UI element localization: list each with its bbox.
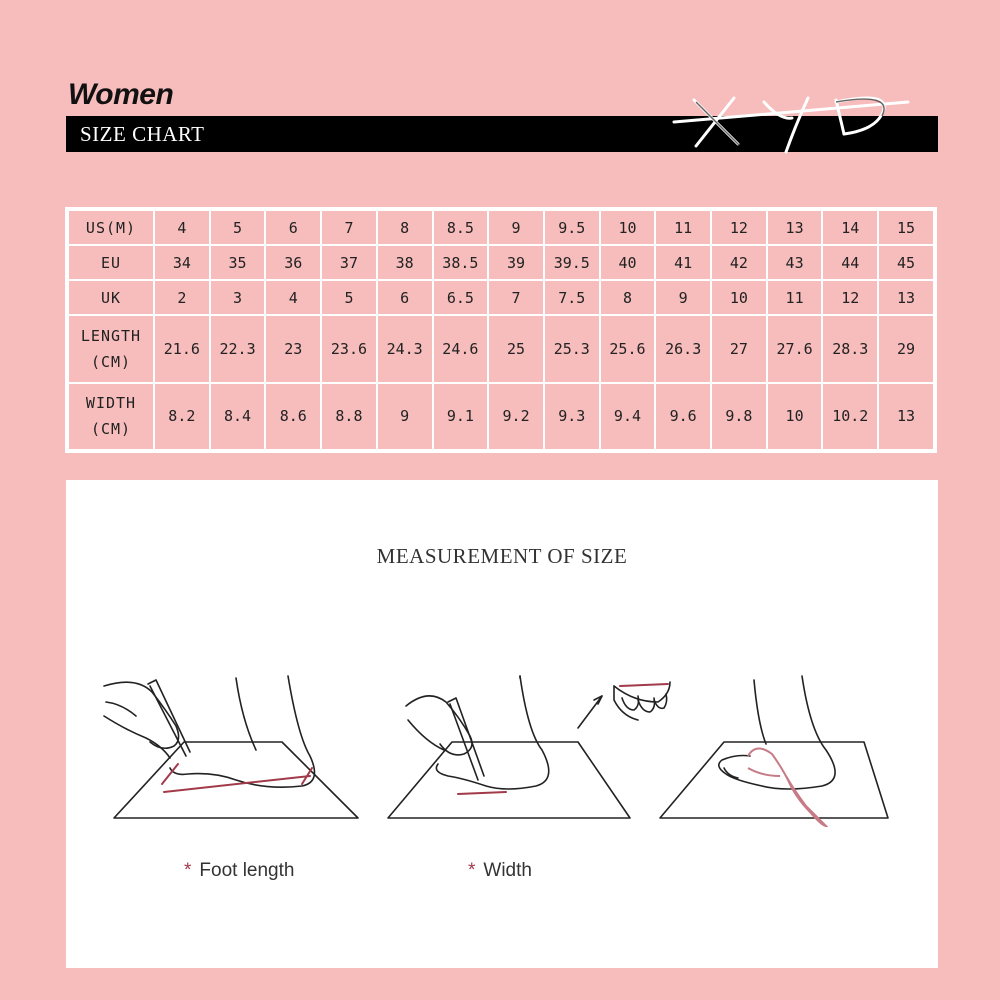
size-cell: 6 bbox=[377, 280, 433, 315]
row-label-text: UK bbox=[100, 288, 122, 307]
row-label-text: (CM) bbox=[90, 420, 132, 439]
size-cell: 9.2 bbox=[488, 383, 544, 451]
size-cell: 44 bbox=[822, 245, 878, 280]
size-cell: 11 bbox=[767, 280, 823, 315]
size-cell: 23 bbox=[265, 315, 321, 383]
size-cell: 7.5 bbox=[544, 280, 600, 315]
size-cell: 42 bbox=[711, 245, 767, 280]
size-cell: 10.2 bbox=[822, 383, 878, 451]
row-label bbox=[68, 245, 154, 280]
row-label bbox=[68, 280, 154, 315]
size-cell: 13 bbox=[878, 383, 934, 451]
size-cell: 9 bbox=[488, 210, 544, 245]
size-table-grid bbox=[67, 209, 935, 451]
size-cell: 8 bbox=[377, 210, 433, 245]
row-label bbox=[68, 210, 154, 245]
size-cell: 39 bbox=[488, 245, 544, 280]
row-label-text: (CM) bbox=[90, 352, 132, 371]
table-row bbox=[68, 280, 934, 315]
row-label bbox=[68, 315, 154, 383]
row-label-text: US(M) bbox=[85, 218, 137, 237]
size-cell: 26.3 bbox=[655, 315, 711, 383]
size-cell: 10 bbox=[600, 210, 656, 245]
width-illustration bbox=[388, 676, 670, 818]
size-cell: 36 bbox=[265, 245, 321, 280]
size-cell: 8 bbox=[600, 280, 656, 315]
size-cell: 12 bbox=[711, 210, 767, 245]
size-cell: 29 bbox=[878, 315, 934, 383]
size-cell: 4 bbox=[265, 280, 321, 315]
size-cell: 9.4 bbox=[600, 383, 656, 451]
size-cell: 25.6 bbox=[600, 315, 656, 383]
size-cell: 24.6 bbox=[433, 315, 489, 383]
size-cell: 5 bbox=[321, 280, 377, 315]
size-cell: 25.3 bbox=[544, 315, 600, 383]
size-cell: 11 bbox=[655, 210, 711, 245]
page-title: Women bbox=[68, 78, 174, 111]
size-cell: 38.5 bbox=[433, 245, 489, 280]
row-label-text: WIDTH bbox=[85, 394, 137, 413]
caption-width: * Width bbox=[468, 860, 532, 881]
table-row bbox=[68, 210, 934, 245]
size-cell: 14 bbox=[822, 210, 878, 245]
measurement-panel bbox=[66, 480, 938, 968]
size-cell: 8.6 bbox=[265, 383, 321, 451]
table-row bbox=[68, 383, 934, 451]
size-cell: 27 bbox=[711, 315, 767, 383]
size-cell: 9 bbox=[377, 383, 433, 451]
row-label-text: LENGTH bbox=[80, 326, 142, 345]
size-cell: 6.5 bbox=[433, 280, 489, 315]
size-cell: 22.3 bbox=[210, 315, 266, 383]
size-cell: 13 bbox=[878, 280, 934, 315]
size-cell: 7 bbox=[321, 210, 377, 245]
size-cell: 38 bbox=[377, 245, 433, 280]
size-cell: 9.1 bbox=[433, 383, 489, 451]
size-cell: 13 bbox=[767, 210, 823, 245]
table-row bbox=[68, 315, 934, 383]
size-cell: 34 bbox=[154, 245, 210, 280]
size-cell: 3 bbox=[210, 280, 266, 315]
size-cell: 8.4 bbox=[210, 383, 266, 451]
size-cell: 37 bbox=[321, 245, 377, 280]
size-cell: 43 bbox=[767, 245, 823, 280]
size-cell: 27.6 bbox=[767, 315, 823, 383]
size-cell: 9.3 bbox=[544, 383, 600, 451]
size-cell: 4 bbox=[154, 210, 210, 245]
size-cell: 9.6 bbox=[655, 383, 711, 451]
size-cell: 2 bbox=[154, 280, 210, 315]
row-label-text: EU bbox=[100, 253, 122, 272]
size-cell: 10 bbox=[767, 383, 823, 451]
size-cell: 24.3 bbox=[377, 315, 433, 383]
size-cell: 15 bbox=[878, 210, 934, 245]
size-cell: 8.8 bbox=[321, 383, 377, 451]
size-cell: 39.5 bbox=[544, 245, 600, 280]
size-cell: 40 bbox=[600, 245, 656, 280]
size-cell: 28.3 bbox=[822, 315, 878, 383]
size-cell: 41 bbox=[655, 245, 711, 280]
size-cell: 35 bbox=[210, 245, 266, 280]
row-label bbox=[68, 383, 154, 451]
size-cell: 7 bbox=[488, 280, 544, 315]
size-cell: 45 bbox=[878, 245, 934, 280]
size-cell: 12 bbox=[822, 280, 878, 315]
table-row bbox=[68, 245, 934, 280]
size-cell: 5 bbox=[210, 210, 266, 245]
size-table bbox=[65, 207, 937, 453]
size-cell: 8.5 bbox=[433, 210, 489, 245]
size-cell: 10 bbox=[711, 280, 767, 315]
size-cell: 9.8 bbox=[711, 383, 767, 451]
foot-length-illustration bbox=[104, 676, 358, 818]
size-cell: 8.2 bbox=[154, 383, 210, 451]
measurement-illustrations bbox=[66, 480, 938, 968]
size-cell: 6 bbox=[265, 210, 321, 245]
brand-logo bbox=[668, 80, 918, 156]
size-chart-label: SIZE CHART bbox=[80, 122, 205, 146]
width-tape-illustration bbox=[660, 676, 888, 818]
size-cell: 21.6 bbox=[154, 315, 210, 383]
caption-foot-length: * Foot length bbox=[184, 860, 295, 881]
size-cell: 9.5 bbox=[544, 210, 600, 245]
size-cell: 9 bbox=[655, 280, 711, 315]
size-cell: 25 bbox=[488, 315, 544, 383]
size-cell: 23.6 bbox=[321, 315, 377, 383]
measurement-title: MEASUREMENT OF SIZE bbox=[376, 544, 628, 568]
